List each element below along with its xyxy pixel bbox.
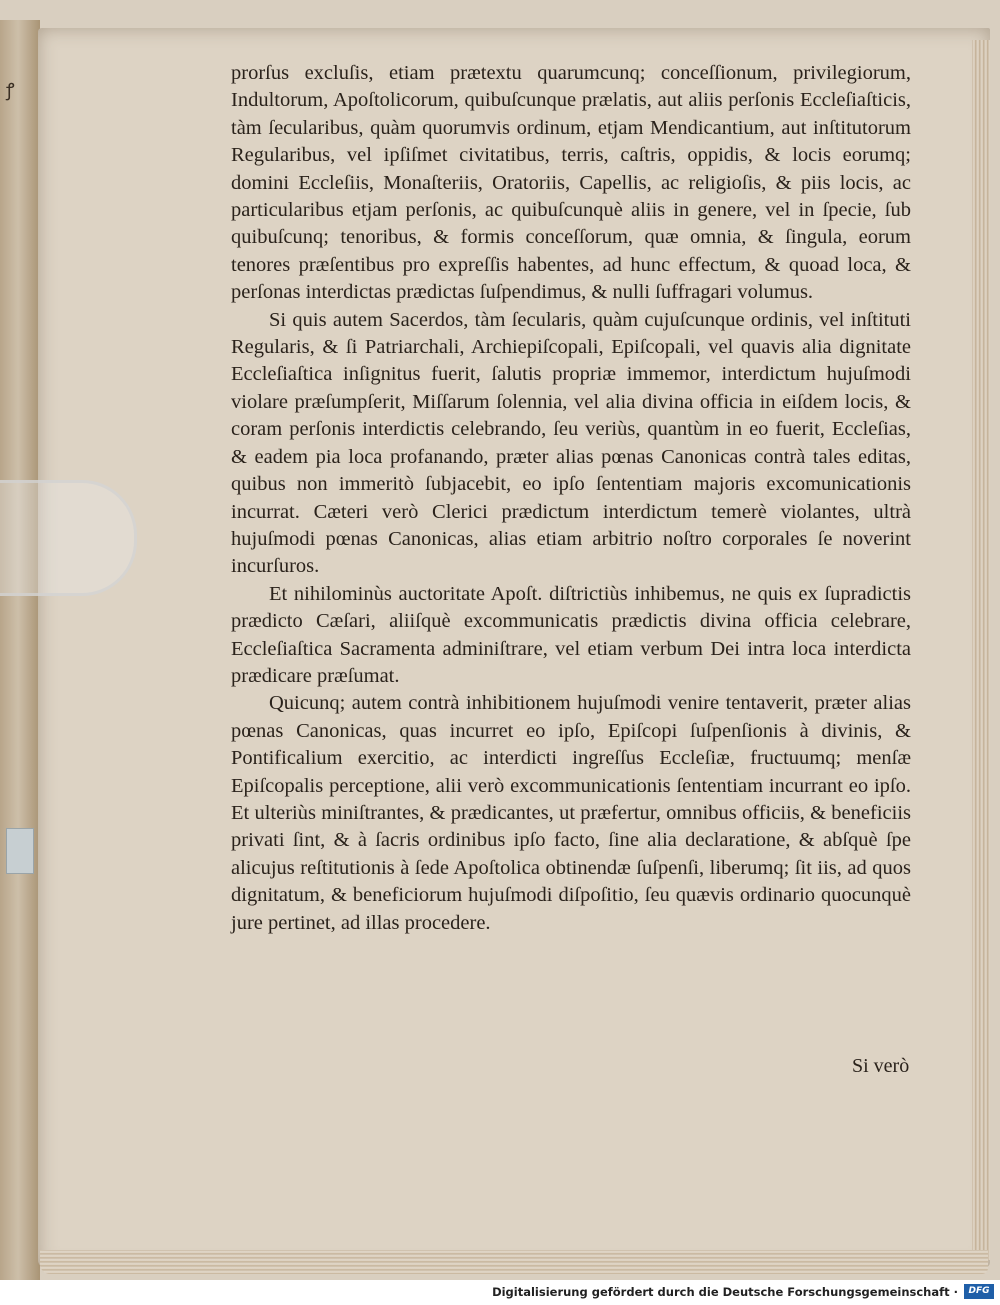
paragraph: prorſus excluſis, etiam prætextu quarumcunq; conceſſionum, privilegiorum, Indultorum, Apoſtolicorum, quibuſcunque prælatis, aut aliis perſonis Eccleſiaſticis, tàm ſecularibus, quàm quorumvis ordinum, etjam Mendicantium, aut inſtitutorum Regularibus, vel ipſiſmet civitatibus, terris, caſtris, oppidis, & locis eorumq; domini Eccleſiis, Monaſteriis, Oratoriis, Capellis, ac religioſis, & piis locis, ac particularibus etjam perſonis, ac quibuſcunquè aliis in genere, vel in ſpecie, ſub quibuſcunq; tenoribus, & formis conceſſorum, quæ omnia, & ſingula, eorum tenores præſentibus pro expreſſis habentes, ad hunc effectum, & quoad loca, & perſonas interdictas prædictas ſuſpendimus, & nulli ſuffragari volumus. xyxy=(231,62,911,304)
book-fore-edge xyxy=(0,20,40,1280)
funding-credit: Digitalisierung gefördert durch die Deutsche Forschungsgemeinschaft · xyxy=(492,1285,958,1299)
paragraph: Quicunq; autem contrà inhibitionem hujuſmodi venire tentaverit, præter alias pœnas Canonicas, quas incurret eo ipſo, Epiſcopi ſuſpenſionis à divinis, & Pontificalium exercitio, ac interdicti ingreſſus Eccleſiæ, fructuumq; menſæ Epiſcopalis perceptione, alii verò excommunicationis ſententiam incurrant eo ipſo. Et ulteriùs miniſtrantes, & prædicantes, ut præfertur, omnibus officiis, & beneficiis privati ſint, & à ſacris ordinibus ipſo facto, ſine alia declaratione, & abſquè ſpe alicujus reſtitutionis à ſede Apoſtolica obtinendæ ſuſpenſi, liberumq; ſit iis, ad quos dignitatum, & beneficiorum hujuſmodi diſpoſitio, ſeu quævis ordinario quocunquè jure pertinet, ad illas procedere. xyxy=(231,692,911,934)
body-text xyxy=(231,60,911,937)
page-stack-right xyxy=(972,40,990,1260)
paragraph: Et nihilominùs auctoritate Apoſt. diſtrictiùs inhibemus, ne quis ex ſupradictis prædicto Cæſari, aliiſquè excommunicatis prædictis divina officia celebrare, Eccleſiaſtica Sacramenta adminiſtrare, vel etiam verbum Dei intra loca interdicta prædicare præſumat. xyxy=(231,582,911,687)
page-stack-bottom xyxy=(40,1250,988,1274)
margin-mark: ꝭ xyxy=(6,80,15,100)
digitization-footer xyxy=(0,1280,1000,1305)
plastic-page-clip xyxy=(0,480,137,596)
page-tab xyxy=(6,828,34,874)
paragraph: Si quis autem Sacerdos, tàm ſecularis, quàm cujuſcunque ordinis, vel inſtituti Regularis, & ſi Patriarchali, Archiepiſcopali, Epiſcopali, vel quavis alia dignitate Eccleſiaſtica inſignitus fuerit, ſalutis propriæ immemor, interdictum hujuſmodi violare præſumpſerit, Miſſarum ſolennia, vel alia divina officia in eiſdem locis, & coram perſonis interdictis celebrando, ſeu veriùs, quantùm in eo fuerit, Eccleſias, & eadem pia loca profanando, præter alias pœnas Canonicas contrà tales editas, quibus non immeritò ſubjacebit, eo ipſo ſententiam majoris excomunicationis incurrat. Cæteri verò Clerici prædictum interdictum temerè violantes, ultrà hujuſmodi pœnas Canonicas, alias etiam arbitrio noſtro corporales ſe noverint incurſuros. xyxy=(231,308,911,578)
dfg-logo-icon: DFG xyxy=(964,1284,994,1299)
catchword: Si verò xyxy=(852,1055,910,1077)
